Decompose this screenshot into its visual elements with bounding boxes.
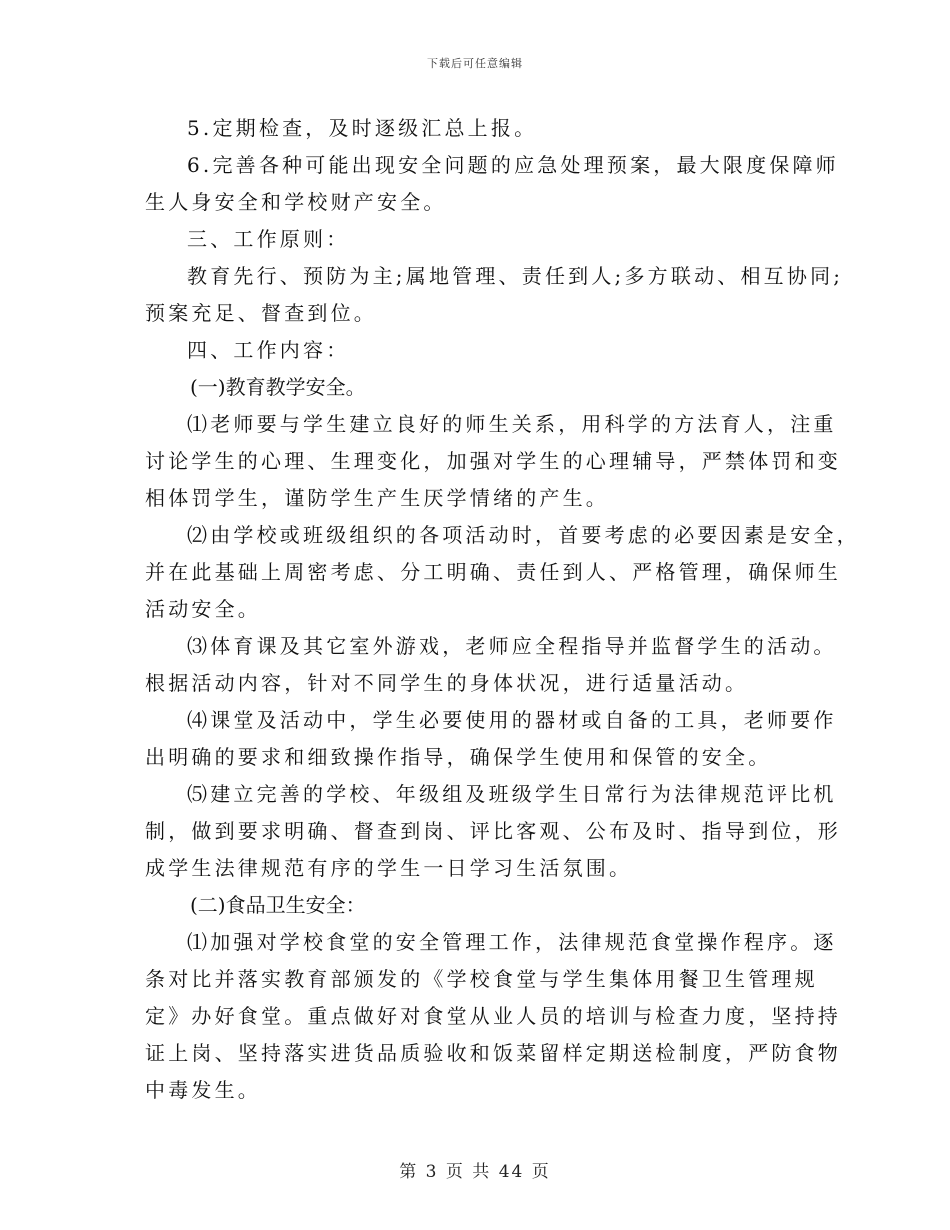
paragraph-line: 成学生法律规范有序的学生一日学习生活氛围。	[145, 856, 633, 880]
section-heading: 三、工作原则：	[187, 227, 350, 251]
paragraph-line: 6.完善各种可能出现安全问题的应急处理预案，最大限度保障师	[187, 153, 839, 177]
document-body	[145, 110, 860, 1109]
section-heading: 四、工作内容：	[187, 338, 350, 362]
paragraph-line: 出明确的要求和细致操作指导，确保学生使用和保管的安全。	[145, 745, 772, 769]
paragraph-line: ⑶体育课及其它室外游戏，老师应全程指导并监督学生的活动。	[187, 634, 837, 658]
paragraph-line: 活动安全。	[145, 597, 261, 621]
paragraph-line: ⑴加强对学校食堂的安全管理工作，法律规范食堂操作程序。逐	[187, 930, 837, 954]
paragraph-line: 条对比并落实教育部颁发的《学校食堂与学生集体用餐卫生管理规	[145, 967, 818, 991]
paragraph-line: 并在此基础上周密考虑、分工明确、责任到人、严格管理，确保师生	[145, 560, 841, 584]
paragraph-line: 生人身安全和学校财产安全。	[145, 190, 447, 214]
paragraph-line: ⑸建立完善的学校、年级组及班级学生日常行为法律规范评比机	[187, 782, 837, 806]
paragraph-line: 相体罚学生，谨防学生产生厌学情绪的产生。	[145, 486, 609, 510]
paragraph-line: 5.定期检查，及时逐级汇总上报。	[187, 116, 538, 140]
page-footer: 第 3 页 共 44 页	[399, 1162, 551, 1182]
subsection-heading: (一)教育教学安全。	[190, 375, 366, 399]
paragraph-line: 教育先行、预防为主;属地管理、责任到人;多方联动、相互协同;	[187, 264, 844, 288]
paragraph-line: 讨论学生的心理、生理变化，加强对学生的心理辅导，严禁体罚和变	[145, 449, 841, 473]
paragraph-line: 证上岗、坚持落实进货品质验收和饭菜留样定期送检制度，严防食物	[145, 1041, 841, 1065]
paragraph-line: ⑵由学校或班级组织的各项活动时，首要考虑的必要因素是安全，	[187, 523, 860, 547]
paragraph-line: 中毒发生。	[145, 1078, 261, 1102]
paragraph-line: 根据活动内容，针对不同学生的身体状况，进行适量活动。	[145, 671, 749, 695]
paragraph-line: ⑴老师要与学生建立良好的师生关系，用科学的方法育人，注重	[187, 412, 837, 436]
subsection-heading: (二)食品卫生安全：	[190, 893, 366, 917]
paragraph-line: ⑷课堂及活动中，学生必要使用的器材或自备的工具，老师要作	[187, 708, 837, 732]
paragraph-line: 制，做到要求明确、督查到岗、评比客观、公布及时、指导到位，形	[145, 819, 841, 843]
paragraph-line: 定》办好食堂。重点做好对食堂从业人员的培训与检查力度，坚持持	[145, 1004, 841, 1028]
page-header: 下载后可任意编辑	[427, 57, 523, 70]
paragraph-line: 预案充足、督查到位。	[145, 301, 377, 325]
